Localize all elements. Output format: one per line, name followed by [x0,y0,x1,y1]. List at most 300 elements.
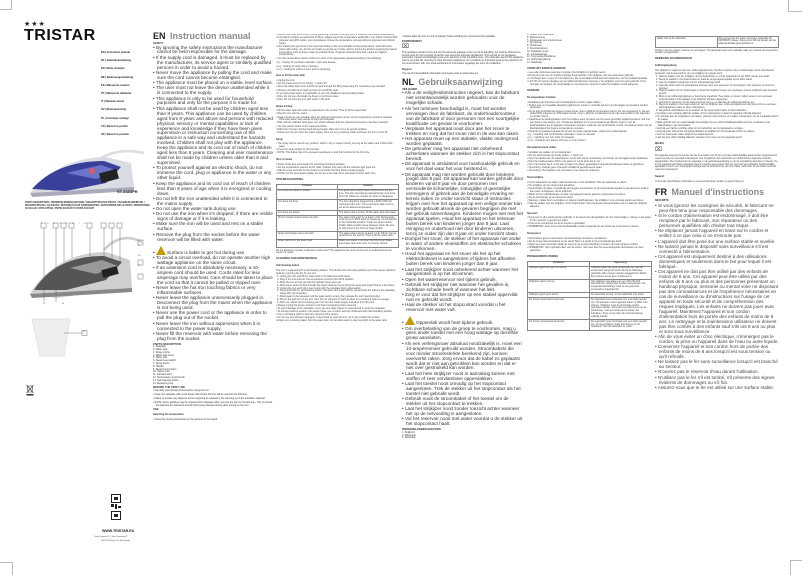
bullet-item: • Assurez-vous que le fer est utilisé sur une surface stable. [655,384,775,390]
bullet-text: Gebruik het strijkijzer niet wanneer het gevallen is, zichtbare schade heeft of wanneer het lekt. [404,281,510,292]
bullet-item: • Verwijder voor reiniging altijd de stekker uit het stopcontact en laat het apparaat volledig afkoelen. [655,112,762,116]
problem-cell: Water spills from the water tank [277,239,338,247]
numbered-step: 9. After use, switch off and unplug your iron from the mains supply and allow it to fully cool. [277,300,375,304]
bullet-text: NOTE: This button has to be pressed repetitively to start this function for the first time. [277,151,371,155]
parts-list-item: 1. Soleplate [153,345,166,349]
bullet-item: • Stoomstrijken is alleen mogelijk als de hoogste temperatuur op de temperatuurregelaar is geselecteerd. Anders kan water ontsnappen via de strijkzool. [527,186,649,193]
numbered-step: 4. Laat wat stoom door de stoomkamer stromen door een paar keer op de knoppen voor sproeien en stoom te pompen. [656,83,775,90]
bullet-text: Turn the steam button to the required position. [277,124,328,128]
language-code: NL [402,76,414,87]
bullet-text: [••] – Setting for wool, silk or mixtures. [277,64,319,68]
bullet-text: Dit apparaat is uitsluitend voor huishoudelijk gebruik en voor het doel waar het voor bestemd is. [404,161,520,172]
diagram-label: 1 [41,223,43,225]
numbered-step: 9. Na gebruik uitschakelen en de stekker uit het stopcontact halen en laten afkoelen. [656,108,748,112]
section-heading: ONDERDELENBESCHRIJVING [402,428,441,432]
parts-list-item: 10. Swivel cord [153,370,170,374]
bullet-item: • Wait for a few seconds for the steam to penetrate the fibre before pressing again. [276,169,365,173]
parts-list-item: 4. Water tank cover [153,353,175,357]
bullet-item: • Gebruik een zachte vochtige doek om de behuizing van het apparaat te reinigen. [655,126,744,130]
bullet-item: • Als u de veiligheidsinstructies negeert, kan de fabrikant niet verantwoordelijk worden gehouden voor de mogelijke schade. [402,90,520,106]
bullet-item: • By ignoring the safety instructions the manufacturer cannot be held responsible for the damage. [153,44,263,55]
bullet-item: • Plug the iron into the mains. [276,112,308,116]
bullet-item: • Never fill the reservoir with water before removing the plug from the socket. [153,330,267,341]
bullet-item: • Note: Do not store the iron with water in the tank. [276,97,331,101]
bullet-item: • Het apparaat moet op een stabiele, vlakke ondergrond worden geplaatst. [402,135,519,146]
bullet-item: • If an extension cord is absolutely necessary, a 10-ampere cord should be used. Cords rated for less amperage may overheat. Care should be taken to place the cord so that it cannot be pulled or tripped over. [153,264,273,285]
bullet-item: • Als het netsnoer beschadigd is, moet het worden vervangen door de fabrikant, de onderhoudsmonteur van de fabrikant of door personen met een soortgelijke kwalificatie om gevaar te voorkomen. [402,105,520,126]
diagram-label: 9 [138,245,140,247]
table-row [656,37,779,48]
section-heading: SAFETY [153,42,164,45]
column-nl-cleaning-fr [655,34,779,554]
subsection-heading: Support [655,175,665,179]
bullet-text: Never move the appliance by pulling the cord and make sure the cord cannot become entangled. [155,69,272,80]
bullet-text: Odour or smoke may disperse at the beginning as caused by the warming up of the insulation material. [154,397,266,401]
parts-list-item: 11. Indicatielampje [527,52,548,56]
solution-cell: Het strijkijzer mag alleen op een 220-240 Volt wisselstroom stopcontact worden aangesloten. De temperatuurinstelknop moet op de gewenste temperatuur ingesteld zijn. [590,280,652,293]
language-item: FR | Mode d'emploi [101,67,125,71]
diagram-label: 3 [53,223,55,225]
table-header: Oplossing [590,261,652,266]
bullet-text: Always allow the iron to cool completely before winding the cord around the soleplate. [403,35,496,38]
bullet-text: Lees alle instructies goed door voordat u het strijkijzer in gebruik neemt. [528,71,607,75]
section-heading: PARTS DESCRIPTION [153,342,182,346]
paragraph: Probeer niet een defect netsnoer te vervangen. Het apparaat moet voor reparatie naar een erkend servicecentrum worden teruggebracht. [655,48,779,55]
parts-list-item: 2. Watertank [402,433,416,437]
bullet-item: • Dit apparaat is uitsluitend voor huishoudelijk gebruik en voor het doel waar het voor bestemd is. [402,161,520,172]
bullet-item: • Use a soft damp cloth to clean the housing of the device. [276,312,339,316]
bullet-text: Druk op de sproeiknop om deze functie te gebruiken. [528,222,586,226]
numbered-step: 3. Laat het strijkijzer opwarmen tot het indicatielampje dooft. [656,80,721,84]
bullet-item: • Carefully read all instructions before using the iron. [153,389,210,393]
bullet-item: • Turn the temperature control until it is in front of the appropriate signal according to the following: [276,56,382,60]
section-heading: REINIGING EN ONDERHOUD [655,57,692,61]
bullet-text: Empty any remaining water from the water tank, do not allow water to stay overnight in the water tank. [277,319,388,323]
numbered-step: 6. Press and hold the self cleaning button. Hot water and steam will be ejected from the holes in the soleplate along with any impurities. [277,289,395,296]
bullet-text: Als de stof verschillende soorten vezels bevat, moet u altijd de temperatuur kiezen die van toepassing is; als een artikel 60% polyester en 40% katoen bevat, moet u altijd de temperatuur kiezen die overeenkomt met polyester en zonder stoom. [528,109,650,119]
bullet-text: Laat het ijzer altijd volledig afkoelen voordat u het snoer om het apparaat windt. [656,136,743,140]
numbered-step: 1. Haal de stekker van het strijkijzer uit het stopcontact en vul de watertank tot het MAX-niveau met water. [656,75,771,79]
bullet-item: • [•••] – Instelling voor katoen of linnen en voor stomen. [527,138,587,142]
solution-cell: De watertank moet minimaal voor een kwart gevuld zijn. Vul het strijkijzer zoals beschreven in het hoofdstuk "Hoe de watertank te vullen". [590,320,652,331]
subsection-heading: How to fill the water tank [276,74,305,78]
crop-mark-top-left [0,0,12,10]
bullet-text: By ignoring the safety instructions the manufacturer cannot be held responsible for the damage. [155,44,263,55]
solution-cell: The iron should be plugged into a 220V-240V AC electrical outlet only. The temperature dial must be set at the desired temperature. [338,200,399,211]
solution-cell: The water tank is empty, fill the water tank with water. [339,210,397,214]
bullet-text: Si le cordon d'alimentation est endommagé, il doit être remplacé par le fabricant, son réparateur ou des personnes qualifiées afin d'éviter tout risque. [657,213,769,229]
table-row [528,320,652,331]
bullet-text: Gebruik een zachte vochtige doek om de behuizing van het apparaat te reinigen. [656,126,744,130]
numbered-step: 2. Plug of the iron and turn the temperature control to the MAX position. [277,278,355,282]
diagram-labels-side [138,241,140,271]
bullet-item: • Druk op de sproeiknop om deze functie te gebruiken. [527,222,586,226]
bullet-text: N'utilisez pas le fer s'il est tombé, s'il présente des signes évidents de dommages ou s'il fuit. [657,374,775,385]
bullet-item: • Maak gebruik van een wattenstaafje bevochtigd met een mild ontkalkingsmiddel voor het verwijderen van kalkaanslag in de stoomgaten. [655,121,770,127]
bullet-text: Fill the water tank with water as described in the section "How to fill the water tank". [277,109,368,113]
bullet-text: Check the ironing instructions on the garment to be ironed. [154,417,218,421]
bullet-text: NOTE: Some particles may be released from soleplate when you use the iron for the first time. This is normal, the particles are harmless and will stop being released shortly after turning on the iron. [154,400,273,407]
bullet-item: • Stoomstoten geven extra stoom om hardnekkige kreukels te verwijderen. [527,237,608,241]
bullet-item: • In het begin kan er geur of rook vrijkomen, die veroorzaakt wordt door het opwarmen van het isolatiemateriaal. [527,77,648,81]
table-row [528,266,652,279]
bullet-item: • Wacht tot het indicatielampje uit gaat, wat aangeeft dat de gekozen temperatuur bereikt is. [527,192,626,196]
bullet-item: • Vul het reservoir nooit met water voordat u de stekker uit het stopcontact haalt. [402,416,523,427]
bullet-item: • Laat het strijkijzer nooit zonder toezicht achter wanneer het op de netvoeding is aangesloten. [402,406,520,417]
paragraph: Het strijkijzer is uitgerust met een zelfreinigingsfunctie. Hierdoor worden vuil en kalkdeeltjes uit de stoomkamer gespoeld, wat de levensduur van uw strijkijzer ten goede komt. [655,68,775,75]
bullet-text: Si vous ignorez les consignes de sécurité, le fabricant ne peut être tenu pour responsable des dommages. [657,202,774,213]
solution-cell: Make sure water is not over the MAX level. Make sure water tank inlet cover is properly closed. [338,239,399,247]
bullet-item: • Haal de stekker uit het stopcontact voordat u het reservoir met water vult. [402,302,506,313]
bullet-item: • The appliance must be placed on a stable, level surface. [153,80,273,86]
bullet-text: Ne laissez pas le fer sans surveillance lorsqu'il est branché au secteur. [657,359,778,370]
language-item: EN | Instruction manual [101,51,130,54]
parts-list-item: 6. Schakelaar voor stoomniveau [527,38,562,42]
bullet-text: Opmerking: Gebruik geen chemisch ontkalkt of geparfumeerd water. [528,166,603,170]
bullet-text: OPMERKING: Voor optimaal effect van de stoom, niet meer dan drie opeenvolgende stoomstoten per keer gebruiken. [528,246,644,253]
bullet-text: Do not left the iron unattended while it is connected to the mains supply. [155,195,268,206]
bullet-item: • Raadpleeg de instructies op het kledingstuk voordat u gaat strijken. [527,100,602,104]
problem-cell: Iron does not steam [277,210,338,215]
bullet-text: Note: Do not store the iron with water in the tank. [277,97,331,101]
bullet-item: • Note: Do not use chemically de-limed or perfumed water. [276,94,339,98]
bullet-text: Make sure the iron will be used and rest on a stable surface. [155,221,264,232]
bullet-item: • Ne déplacez jamais l'appareil en tirant sur le cordon et veillez à ce que celui-ci ne s'enroule pas. [655,228,769,239]
numbered-step: 2. Steek de stekker in het stopcontact en draai de temperatuurregelaar op de MAX-stand. [656,78,753,82]
bullet-item: • Gebruik het strijkijzer niet wanneer het gevallen is, zichtbare schade heeft of wanneer het lekt. [402,281,510,292]
bullet-text: Vul het reservoir nooit met water voordat u de stekker uit het stopcontact haalt. [404,416,523,427]
bullet-item: • NOTE: This button has to be pressed repetitively to start this function for the first time. [276,151,371,155]
bullet-text: Spray kan in elke stand worden gebruikt, in de stand voor droogstrijken of voor stoomstrijken, zolang er wel water in het reservoir is gevuld met water. [528,216,651,223]
subsection-heading: De temperatuur instellen [527,95,556,99]
solution-cell: Strijkijzer geeft een geur af wanneer het voor de eerste keer aangezet wordt. De bij de fabricage gebruikte oliën moeten worden weggebrand. Wacht tien minuten tot de geur verdwenen is. [590,266,652,279]
numbered-step: 8. Plug in the and turn on the iron, then iron an old piece of cloth to allow any remaining water to escape. [277,297,390,301]
bullet-item: • Check the ironing instructions on the garment to be ironed. [153,417,218,421]
bullet-text: If an extension cord is absolutely necessary, a 10-ampere cord should be used. Cords rated for less amperage may overheat. Care should be taken to place the cord so that it cannot be pulled or tripped over. [155,264,273,285]
language-list [101,49,151,139]
language-item: CS | Návod na použití [101,124,128,128]
bullet-text: [•••] – Instelling voor katoen of linnen en voor stomen. [528,138,587,142]
bullet-item: • Classificeer de kledingstukken voor het strijken eerst op basis van de meest geschikte strijktemperatuur: wol met wol, katoen met katoen, enz. Omdat het strijkijzer net zo snel opwarmt als afkoelt, begint u met de kledingstukken die de laagste temperatuur vereisen, zoals die van synthetische vezels. Ga daarna verder met de kledingstukken die hogere temperaturen vereisen. [527,118,652,130]
section-heading: VEILIGHEID [402,87,418,91]
bullet-text: Zorg er voor dat het strijkijzer op een stabiel oppervlak rust en gebruikt wordt. [404,292,518,303]
bullet-text: To remove build-up scales in the steam holes, use a cotton wool tip moistened with mild descaling solution. [277,309,393,313]
parts-list-item: 14. Maatbeker [527,60,543,64]
subsection-heading: Stoomstoot [527,232,541,236]
parts-list-item: 5. Water hole [153,356,168,360]
problem-cell: Iron does not heat [277,200,338,211]
bullet-text: Wacht tot het indicatielampje uit gaat, wat aangeeft dat de gekozen temperatuur bereikt is. [528,192,626,196]
diagram-labels-bottom [43,303,64,305]
bullet-item: • Opmerking: Gebruik geen chemisch ontkalkt of geparfumeerd water. [527,166,603,170]
bullet-text: Carefully read all instructions before using the iron. [154,389,210,393]
bullet-text: Turn the temperature control until it is in front of the appropriate signal according to the following: [277,56,382,60]
bullet-text: N'ouvrez pas le réservoir d'eau durant l'utilisation. [657,369,759,375]
diagram-label: 7 [78,223,80,225]
bullet-item: • Zet de stoomknop op de gewenste stand. [527,195,574,199]
bullet-item: • Het strijkijzer op het stopcontact aansluiten. [527,183,576,187]
column-nl-safety [402,35,524,555]
numbered-step: 1. Unplug the iron and fill the water tank to the MAX level with water. [277,275,351,279]
bullet-text: When the ironing is finished and during breaks, place the iron in its upright position. [277,127,368,131]
problem-cell: Burst of steam feature does not work [277,215,338,231]
bullet-item: • Never leave the hot iron touching fabrics or very inflammable surfaces. [153,285,256,296]
logo-stars: ★★★ [24,21,46,28]
crop-mark-top-right [788,0,802,12]
bullet-text: Maak gebruik van een wattenstaafje bevochtigd met een mild ontkalkingsmiddel voor het verwijderen van kalkaanslag in de stoomgaten. [656,121,770,127]
bullet-item: • Steam ironing is only possible when the highest temperature shown on the temperature control is selected. Otherwise water may escape through the soleplate. [276,115,393,122]
paragraph: You can find all available information and spare parts at www.tristar.eu! [402,72,479,76]
bullet-text: Set the temperature selector at the "Max" position and wait until the indicator light goes out. [277,166,376,170]
bullet-item: • This appliance is only to be used for household purposes and only for the purpose it is made for. [153,95,258,106]
bullet-text: Als het netsnoer beschadigd is, moet het worden vervangen door de fabrikant, de onderhoudsmonteur van de fabrikant of door personen met een soortgelijke kwalificatie om gevaar te voorkomen. [404,105,520,126]
bullet-text: Opmerking: Het strijkijzer niet met water in het reservoir opbergen. [528,169,601,173]
bullet-item: • Giet het resterende water altijd uit het waterreservoir. [655,133,714,137]
bullet-text: Open the water tank cover and fill the tank through the filling hole using the measuring cup provided. [277,85,386,89]
subsection-heading: Het waterreservoir vullen [527,145,557,149]
bullet-item: • [••] – Setting for wool, silk or mixtures. [276,64,319,68]
bullet-text: Never leave the appliance unnecessarily plugged in. Disconnect the plug from the mains when the appliance is not being used. [155,295,273,311]
website: WWW.TRISTAR.EU [102,529,135,533]
bullet-item: • OPMERKING: Voor optimaal effect van de stoom, niet meer dan drie opeenvolgende stoomstoten per keer gebruiken. [527,246,644,253]
parts-list-item: 1. Strijkzool [402,430,415,434]
bullet-text: Wait for a few seconds for the steam to penetrate the fibre before pressing again. [277,169,365,173]
warning-item: • Surface is liable to get hot during use. [153,246,273,256]
bullet-text: Vul de watertank met water zoals beschreven in het hoofdstuk "Hoe de watertank te vullen". [528,180,628,184]
bullet-item: • Disconnect the iron from the mains supply. Pour out any remaining water and leave the iron to cool off. [276,130,388,134]
bullet-text: [••] – Instelling voor wol, zijde of mengsels. [528,135,575,139]
bullet-text: [•] – Instelling voor synthetische materialen / nylon en acetaat. [528,132,596,136]
bullet-item: • Never leave the iron without supervision when it is connected to the power supply. [153,320,260,331]
parts-list-item: 8. Handle [153,364,164,368]
bullet-text: Never leave the hot iron touching fabrics or very inflammable surfaces. [155,285,256,296]
diagram-label: 13 [61,303,64,305]
bullet-text: Use a soft damp cloth to clean the housing of the device. [277,312,339,316]
solution-cell: The water tank must be at least ¼ full. Fill the iron as described in the section "How to fill the water tank". [338,232,399,240]
parts-list-item: 12. Temperatuurinstelknop [527,55,556,59]
bullet-text: Note: Do not use chemically de-limed or perfumed water. [277,94,339,98]
numbered-step: 4. Allow some steam to flow through the steam chamber by pumping the spray and steam button a few times. [277,283,395,287]
paragraph: Do not attempt to replace a defective mains lead. The appliance has to be returned to an authorized service center for repair. [276,248,392,255]
bullet-text: Giet het resterende water altijd uit het waterreservoir. [656,133,714,137]
problem-cell: Strijkijzer geeft geen stoom [528,293,590,298]
diagram-label: 12 [43,303,46,305]
bullet-item: • The spray can be used in any position, either in dry or steam ironing, as long as the water tank is filled with water. [276,142,393,149]
bullet-text: The appliance must be placed on a stable, level surface. [155,80,273,86]
diagram-label: 2 [47,223,49,225]
bullet-text: L'appareil doit être posé sur une surface stable et nivelée. [657,238,776,244]
subsection-heading: Zelfreinigingsknop [655,63,677,67]
parts-list-item: 13. Self cleaning button [153,378,179,382]
parts-list-item: 12. Temperature control knob [153,376,185,380]
paragraph: Dit apparaat mag aan het einde van de levensduur niet bij het normale huishoudelijke afval worden gedeponeerd, maar moet bij een speciaal inzamelpunt voor hergebruik van elektrische en elektronische apparaten worden aangeboden. Het symbool op het apparaat, in de gebruiksaanwijzing en op de verpakking attendeert u hierop. De in het apparaat gebruikte materialen kunnen worden gerecycled. Met het recyclen van gebruikte huishoudelijke apparaten levert u een belangrijke bijdrage aan de bescherming van ons milieu. Informeer bij uw lokale overheid naar het inzamelpunt. [655,154,778,172]
table-row [277,200,399,211]
bullet-text: To protect yourself against an electric shock, do not immerse the cord, plug or appliance in the water or any other liquid. [155,165,272,181]
bullet-item: • Fabrics that have some kind of finish (polishing, wrinkles, contrast) can be ironed at the lowest temperatures. [276,34,395,37]
problem-cell: De functie sproeinevel werkt niet [528,320,590,331]
parts-list-item: 11. Indicator lamp [153,373,173,377]
language-item: SV | Bruksanvisning [101,108,127,112]
bullet-item: • Never leave the appliance unnecessarily plugged in. Disconnect the plug from the mains when the appliance is not being used. [153,295,273,311]
bullet-text: To avoid a circuit overload, do not operate another high wattage appliance on the same circuit. [155,254,271,265]
problem-cell: Water lekt uit de watertank [656,37,718,48]
crop-mark-bottom-right [790,560,802,575]
bullet-item: • Ne laissez pas le fer sans surveillance lorsqu'il est branché au secteur. [655,359,778,370]
bullet-item: • To remove build-up scales in the steam holes, use a cotton wool tip moistened with mild descaling solution. [276,309,393,313]
bullet-text: Steam shots give extra steam for removing persistent wrinkles. [277,162,346,166]
bullet-text: Zet het stoomniveau op droog strijken -> stoom uit. [528,153,584,157]
bullet-text: Verwijder de stekker uit het stopcontact. [528,150,572,154]
section-heading: VOOR HET EERSTE GEBRUIK [527,66,566,70]
bullet-text: Om schade aan de voetplaat te vermijden, gebruik nooit scherpe of metalen voorwerpen om de voetplaat schoon te maken. [656,115,779,121]
section-heading: ENVIRONMENT [402,39,422,43]
bullet-text: Als een verlengsnoer absoluut noodzakelijk is, moet een 10-ampèresnoer gebruikt worden. Stroomkabels die voor minder stroomsterkte berekend zijn, kunnen oververhit raken. Zorg ervoor dat de kabel zo geplaatst wordt dat er niet aan getrokken kan worden en dat er niet over gestruikeld kan worden. [404,340,522,371]
table-header: Probleem [528,261,590,266]
parts-list-item: 4. Deksel voor watertank [527,34,554,36]
bullet-text: Always unplug the device and let it cool down completely before cleaning. [277,303,357,307]
bullet-item: • Houd het apparaat en het snoer als het op het elektriciteitsnet is aangesloten of tijdens het afkoelen buiten bereik van kinderen jonger dan 8 jaar. [402,251,516,267]
section-title [153,31,273,41]
measuring-cup-diagram [30,318,92,360]
parts-list-item: 14. Measuring cup [153,381,174,385]
bullet-text: First classify the garments to be ironed according to the most suitable ironing temperature: wool with wool, cotton with cotton, etc. As the iron heats up as fast as it cools, start by ironing the articles requiring the lowest temperature such as those made of synthetic fibres. Progress towards those that require the highest temperatures. [277,45,397,57]
bullet-item: • Always allow the iron to cool completely before winding the cord around the soleplate. [402,35,496,38]
bullet-item: • Opmerking: Het strijkijzer niet met water in het reservoir opbergen. [527,169,601,173]
bullet-item: • Set the temperature selector at the "Max" position and wait until the indicator light goes out. [276,166,376,170]
bullet-text: NOTE: For the best steam quality, do not use more than three successive bursts each time. [277,172,376,176]
table-row [277,215,399,231]
bullet-item: • Odour or smoke may disperse at the beginning as caused by the warming up of the insulation material. [153,397,266,401]
section-heading: TROUBLESHOOTING [276,178,304,181]
bullet-text: Plug the iron into the mains. [277,112,308,116]
bullet-text: Remove the plug from the socket before the water reservoir will be filled with water. [155,231,260,242]
bullet-text: Fabrics that have some kind of finish (polishing, wrinkles, contrast) can be ironed at the lowest temperatures. [277,34,395,37]
bullet-item: • Never use the power cord or the appliance in order to pull the plug out of the socket. [153,310,267,321]
crop-mark-bottom-left [0,562,13,575]
bullet-item: • Laat het toestel nooit onnodig op het stopcontact aangesloten. Trek de stekker uit het stopcontact als het toestel niet gebruikt wordt. [402,380,521,396]
section-heading: PROBLEEMOPLOSSING [527,254,559,258]
qr-code [111,494,121,521]
bullet-item: • [•••] – Setting for cotton or linen and for steaming. [276,67,331,71]
bullet-text: Never leave the iron without supervision when it is connected to the power supply. [155,320,260,331]
bullet-item: • Reinig de zool met een zachte vochtige doek voordat u het strijkijzer voor de eerste keer gebruikt. [527,74,634,78]
bullet-text: Dompel het snoer, de stekker of het apparaat niet onder in water of andere vloeistoffen om elektrische schokken te voorkomen. [404,236,522,252]
problem-cell: Iron emits an odour or smoke [277,189,338,200]
manual-title: Manuel d'instructions [671,186,765,197]
bullet-text: Stoomstoten geven extra stoom om hardnekkige kreukels te verwijderen. [528,237,608,241]
bullet-item: • Haal de stekker van het strijkijzer uit het stopcontact. Giet eventueel resterend water eruit en laat het strijkijzer afkoelen. [527,202,648,208]
bullet-text: Laat het strijkijzer nooit zonder toezicht achter wanneer het op de netvoeding is aangesloten. [404,406,520,417]
parts-list-item: 9. Steam burst button [153,367,177,371]
troubleshooting-table [276,184,399,248]
table-row [277,232,399,240]
bullet-item: • Steam shots give extra steam for removing persistent wrinkles. [276,162,346,166]
bullet-item: • Open the water tank cover and fill the tank through the filling hole using the measuring cup provided. [276,85,386,89]
numbered-step: 7. Laat stoom vrijkomen tot het waterreservoir leeg is, en laat dan de zelfreinigingsknop los. [656,100,755,104]
bullet-item: • Clean the soleplate with a soft damp cloth before the iron will be used for the first time. [153,393,248,397]
warning-item: • Oppervlak wordt heet tijdens gebruik. [402,316,524,326]
hot-surface-warning-icon [156,246,166,255]
diagram-labels [41,223,121,225]
bullet-text: Als u hard water heeft, is het aan te raden om alleen gedestilleerd of gedemineraliseerd water te gebruiken. [528,162,645,166]
bullet-text: Het strijkijzer op het stopcontact aansluiten. [528,183,576,187]
numbered-step: 6. Druk op de zelfreinigingsknop en houd deze ingedrukt. Heet water en stoom zullen samen met eventuele onzuiverheden uit de gaatjes in de strijkzool worden uitgestoten. [656,94,772,101]
language-code: FR [655,186,667,197]
numbered-step: 5. Haal de stekker uit het stopcontact en houd het strijkijzer boven een gootsteen met de strijkzool naar beneden gericht. [656,89,778,96]
bullet-text: If the supply cord is damaged, it must be replaced by the manufacturer, its service agent or similarly qualified persons in order to avoid a hazard. [155,54,272,70]
hot-surface-warning-icon [405,316,415,325]
column-en-safety [153,31,273,531]
troubleshooting-table [655,36,779,48]
paragraph: U kunt alle beschikbare informatie en reserveonderdelen vinden op www.tristar.eu! [655,179,744,183]
logo-text: TRISTAR [24,27,96,44]
bullet-item: • Remove the plug from the socket before the water reservoir will be filled with water. [153,231,260,242]
bullet-text: Classificeer de kledingstukken voor het strijken eerst op basis van de meest geschikte strijktemperatuur: wol met wol, katoen met katoen, enz. Omdat het strijkijzer net zo snel opwarmt als afkoelt, begint u met de kledingstukken die de laagste temperatuur vereisen, zoals die van synthetische vezels. Ga daarna verder met de kledingstukken die hogere temperaturen vereisen. [528,118,652,130]
bullet-item: • Zet de temperatuurinstelknop op de stand "Max" en wacht tot het controlelampje dooft. [527,240,622,244]
bullet-text: Verwijder voor reiniging altijd de stekker uit het stopcontact en laat het apparaat volledig afkoelen. [656,112,762,116]
numbered-step: 7. Allow steam to be released until the water tank is empty, then release the self cleaning button. [277,295,381,299]
section-heading: CLEANING AND MAINTENANCE [276,257,318,261]
bullet-text: Haal de stekker van het strijkijzer uit het stopcontact. Giet eventueel resterend water eruit en laat het strijkijzer afkoelen. [528,202,648,208]
bullet-text: Ne laissez jamais le dispositif sans surveillance s'il est connecté à l'alimentation. [657,243,769,254]
bullet-item: • To avoid damage to the soleplate, never use any sharp object or metal utensil to scrap the soleplate. [276,306,386,310]
bullet-text: Steam ironing is only possible when the highest temperature shown on the temperature control is selected. Otherwise water may escape through the soleplate. [277,115,393,122]
subsection-heading: Spray [276,137,283,141]
bullet-text: Wait until the indicator lamp goes out, which indicates that the selected temperature has been reached. [277,121,389,125]
bullet-text: The user must not leave the device unattended while it is connected to the supply. [155,85,270,96]
bullet-text: Clean the soleplate with a soft damp cloth before the iron will be used for the first time. [154,393,248,397]
warning-text: Surface is liable to get hot during use. [166,249,246,255]
bullet-item: • De gebruiker mag het apparaat niet onbeheerd achterlaten wanneer de stekker zich in het stopcontact bevindt. [402,146,520,162]
paragraph: This appliance should not be put into the domestic garbage at the end of its durability, but must be offered at a central point for the recycling of electric and electronic domestic appliances. This symbol on the appliance, instruction manual and packaging puts your attention to this important issue. The materials used in this appliance can be recycled. By recycling of used domestic appliances you contribute an important push to the protection of our environment. Ask your local authorities for information regarding the point of recollection. [402,50,524,65]
bullet-item: • Spray kan in elke stand worden gebruikt, in de stand voor droogstrijken of voor stoomstrijken, zolang er wel water in het reservoir is gevuld met water. [527,216,651,223]
bullet-item: • Turn the steam button to the required position. [276,124,328,128]
bullet-item: • Als u hard water heeft, is het aan te raden om alleen gedestilleerd of gedemineraliseerd water te gebruiken. [527,162,645,166]
bullet-text: This appliance shall not be used by children aged less than 8 years. This appliance can be used by children aged from 8 years and above and persons with reduced physical, sensory or mental capabilities or lack of experience and knowledge if they have been given supervision or instruction concerning use of the appliance in a safe way and understand the hazards involved. Children shall not play with the appliance. Keep the appliance and its cord out of reach of children aged less than 8 years. Cleaning and user maintenance shall not be made by children unless older than 8 and supervised. [155,105,273,166]
bullet-item: • Om overbelasting van de groep te voorkomen, mag u geen ander toestel met een hoog wattage op dezelfde groep aansluiten. [402,325,519,341]
bullet-item: • Open het deksel van de watertank en vul de tank via de vulopening met behulp van de bijgeleverde maatbeker. [527,156,649,160]
subsection-heading: Steam ironing [276,104,293,108]
bullet-text: This appliance is only to be used for household purposes and only for the purpose it is made for. [155,95,258,106]
language-item: SK | Návod na použitie [101,133,129,137]
bullet-text: Om overbelasting van de groep te voorkomen, mag u geen ander toestel met een hoog wattage op dezelfde groep aansluiten. [404,325,519,341]
bullet-item: • Cet appareil ne doit pas être utilisé par des enfants de moins de 8 ans. Cet appareil peut être utilisé par des enfants de 8 ans ou plus et des personnes présentant un handicap physique, sensoriel ou mental voire ne disposant pas des connaissances et de l'expérience nécessaires en cas de surveillance ou d'instructions sur l'usage de cet appareil en toute sécurité et de compréhension des risques impliqués. Les enfants ne doivent pas jouer avec l'appareil. Maintenez l'appareil et son cordon d'alimentation hors de portée des enfants de moins de 8 ans. Le nettoyage et la maintenance utilisateur ne doivent pas être confiés à des enfants sauf s'ils ont 8 ans ou plus et sont sous surveillance. [655,269,779,334]
bullet-item: • N'utilisez pas le fer s'il est tombé, s'il présente des signes évidents de dommages ou s'il fuit. [655,374,775,385]
problem-cell: Strijkijzer warmt niet op [528,280,590,293]
numbered-step: 3. Allow the iron to heat up until the indicator lamp goes out. [277,281,342,285]
bullet-text: In het begin kan er geur of rook vrijkomen, die veroorzaakt wordt door het opwarmen van het isolatiemateriaal. [528,77,648,81]
parts-list-item: 13. Zelfreinigingsknop [527,58,551,62]
bullet-text: Cet appareil ne doit pas être utilisé par des enfants de moins de 8 ans. Cet appareil peut être utilisé par des enfants de 8 ans ou plus et des personnes présentant un handicap physique, sensoriel ou mental voire ne disposant pas des connaissances et de l'expérience nécessaires en cas de surveillance ou d'instructions sur l'usage de cet appareil en toute sécurité et de compréhension des risques impliqués. Les enfants ne doivent pas jouer avec l'appareil. Maintenez l'appareil et son cordon d'alimentation hors de portée des enfants de moins de 8 ans. Le nettoyage et la maintenance utilisateur ne doivent pas être confiés à des enfants sauf s'ils ont 8 ans ou plus et sont sous surveillance. [657,269,779,334]
bullet-item: • Wacht een paar seconden totdat de stoom in de vezels doordringt voordat u de knop opnieuw indrukt. [527,243,639,247]
parts-list-item: 9. Stoomstootknop [527,46,548,50]
bullet-item: • Si vous ignorez les consignes de sécurité, le fabricant ne peut être tenu pour responsable des dommages. [655,202,774,213]
parts-description-heading: PARTS DESCRIPTION / ONDERDELENBESCHRIJVING / DESCRIPTION DES PIÈCES / TEILEBESCHREIBUNG / DESCRIPCIÓN DE LAS PIEZAS / DESCRIÇÃO DOS COMPONENTES / DESCRIZIONE DELLE PARTI / BESKRIVNING AV DELAR / OPIS CZĘŚCI / POPIS SOUČÁSTÍ / POPIS SÚČASTÍ [25,202,150,211]
section-heading: GEBRUIK [527,88,540,92]
bullet-item: • When the ironing is finished and during breaks, place the iron in its upright position. [276,127,368,131]
bullet-text: Press the spray button for this function. [277,148,320,152]
table-header: Problem [277,184,338,189]
bullet-item: • Press the spray button for this function. [276,148,320,152]
bullet-item: • This appliance shall not be used by children aged less than 8 years. This appliance can be used by children aged from 8 years and above and persons with reduced physical, sensory or mental capabilities or lack of experience and knowledge if they have been given supervision or instruction concerning use of the appliance in a safe way and understand the hazards involved. Children shall not play with the appliance. Keep the appliance and its cord out of reach of children aged less than 8 years. Cleaning and user maintenance shall not be made by children unless older than 8 and supervised. [153,105,273,166]
bullet-text: [•••] – Setting for cotton or linen and for steaming. [277,67,331,71]
bullet-text: Assurez-vous que le fer est utilisé sur une surface stable. [657,384,775,390]
bullet-item: • Gebruik geen schurende reinigingsmiddelen of staalwol om het apparaat schoon te maken. [655,129,755,133]
language-item: ES | Manual de usuario [101,83,130,87]
parts-list-item: 7. Spray button [153,362,170,366]
bullet-text: Houd het markeerteken MAX in de gaten en vul de tank niet te vol. [528,159,601,163]
bullet-item: • Conservez l'appareil et son cordon hors de portée des enfants de moins de 8 ans lorsqu'il est sous tension ou qu'il refroidit. [655,344,771,359]
